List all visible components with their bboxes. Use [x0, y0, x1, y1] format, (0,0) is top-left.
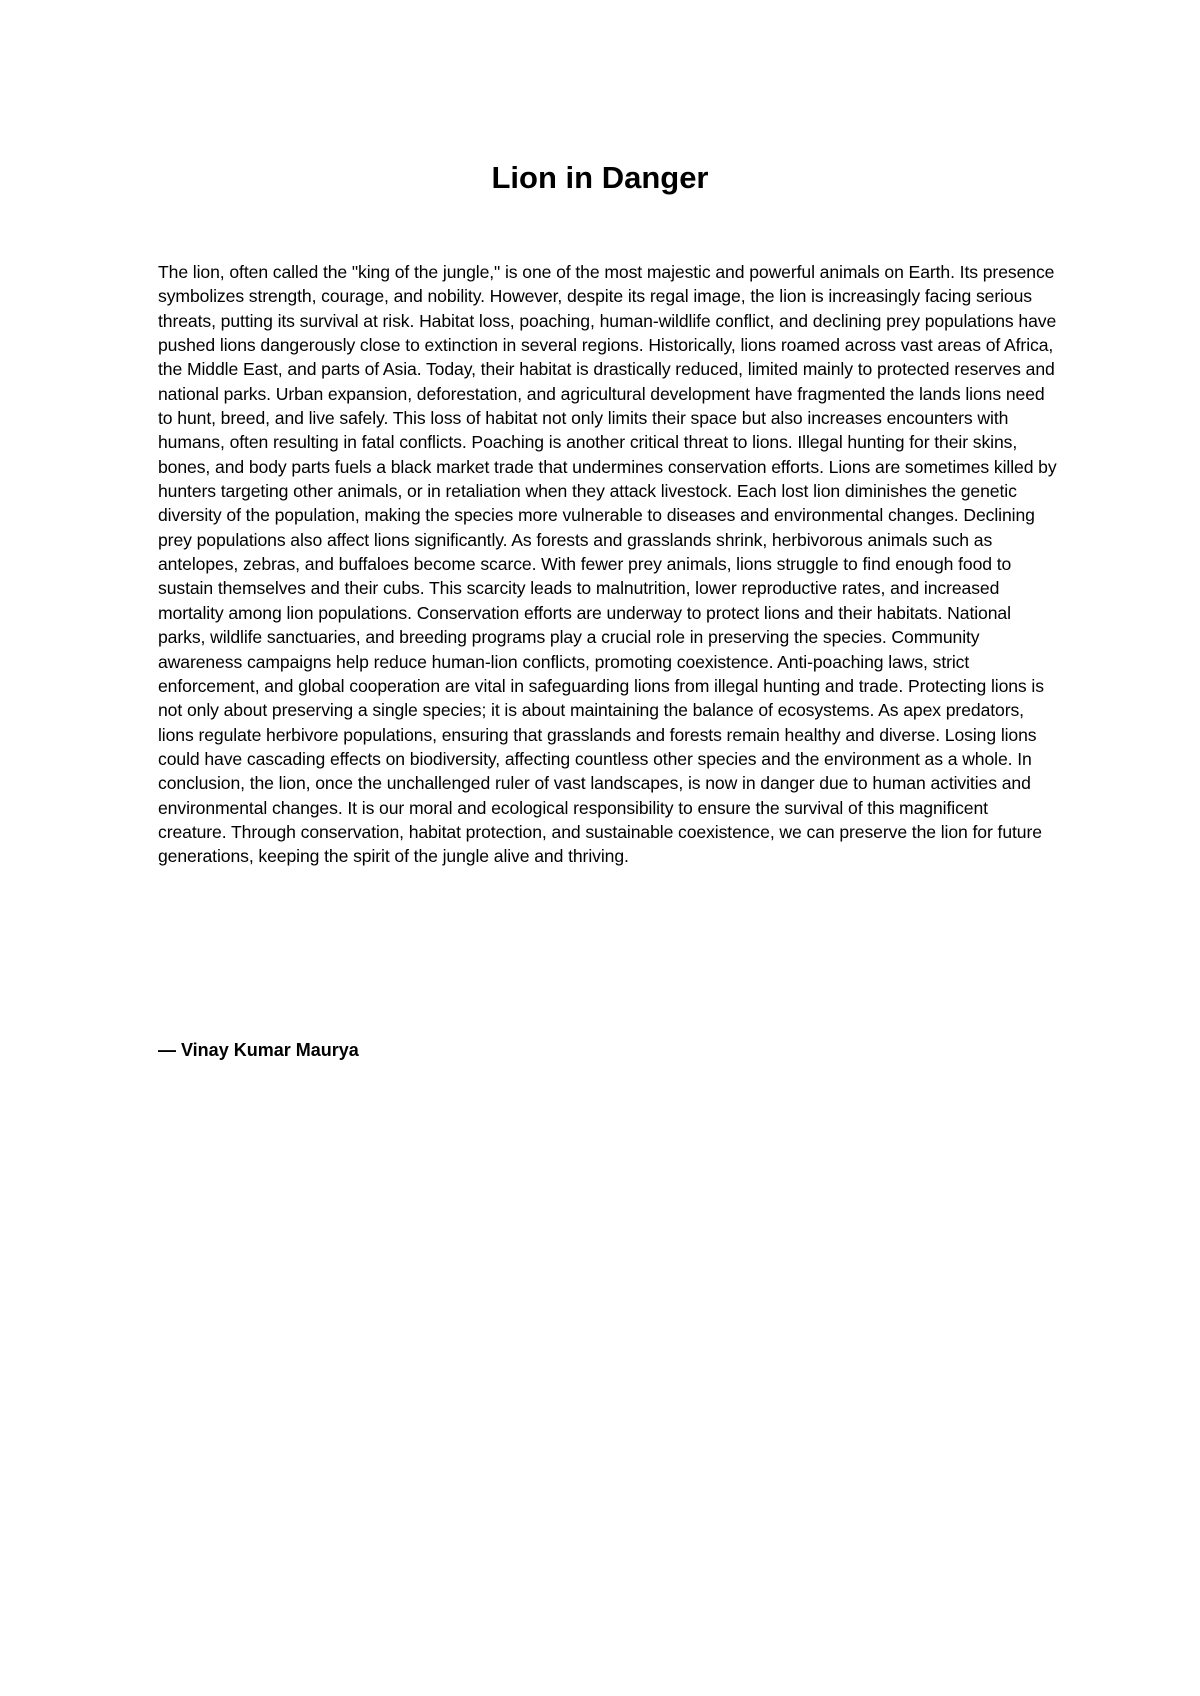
document-title: Lion in Danger: [491, 160, 709, 195]
essay-paragraph: The lion, often called the "king of the jungle," is one of the most majestic and powerful animals on Earth. Its presence symbolizes strength, courage, and nobility. However, despite its regal image, the lion is increasingly facing serious threats, putting its survival at risk. Habitat loss, poaching, human-wildlife conflict, and declining prey populations have pushed lions dangerously close to extinction in several regions. Historically, lions roamed across vast areas of Africa, the Middle East, and parts of Asia. Today, their habitat is drastically reduced, limited mainly to protected reserves and national parks. Urban expansion, deforestation, and agricultural development have fragmented the lands lions need to hunt, breed, and live safely. This loss of habitat not only limits their space but also increases encounters with humans, often resulting in fatal conflicts. Poaching is another critical threat to lions. Illegal hunting for their skins, bones, and body parts fuels a black market trade that undermines conservation efforts. Lions are sometimes killed by hunters targeting other animals, or in retaliation when they attack livestock. Each lost lion diminishes the genetic diversity of the population, making the species more vulnerable to diseases and environmental changes. Declining prey populations also affect lions significantly. As forests and grasslands shrink, herbivorous animals such as antelopes, zebras, and buffaloes become scarce. With fewer prey animals, lions struggle to find enough food to sustain themselves and their cubs. This scarcity leads to malnutrition, lower reproductive rates, and increased mortality among lion populations. Conservation efforts are underway to protect lions and their habitats. National parks, wildlife sanctuaries, and breeding programs play a crucial role in preserving the species. Community awareness campaigns help reduce human-lion conflicts, promoting coexistence. Anti-poaching laws, strict enforcement, and global cooperation are vital in safeguarding lions from illegal hunting and trade. Protecting lions is not only about preserving a single species; it is about maintaining the balance of ecosystems. As apex predators, lions regulate herbivore populations, ensuring that grasslands and forests remain healthy and diverse. Losing lions could have cascading effects on biodiversity, affecting countless other species and the environment as a whole. In conclusion, the lion, once the unchallenged ruler of vast landscapes, is now in danger due to human activities and environmental changes. It is our moral and ecological responsibility to ensure the survival of this magnificent creature. Through conservation, habitat protection, and sustainable coexistence, we can preserve the lion for future generations, keeping the spirit of the jungle alive and thriving.: [158, 262, 1057, 867]
author-signature: — Vinay Kumar Maurya: [158, 1040, 359, 1060]
